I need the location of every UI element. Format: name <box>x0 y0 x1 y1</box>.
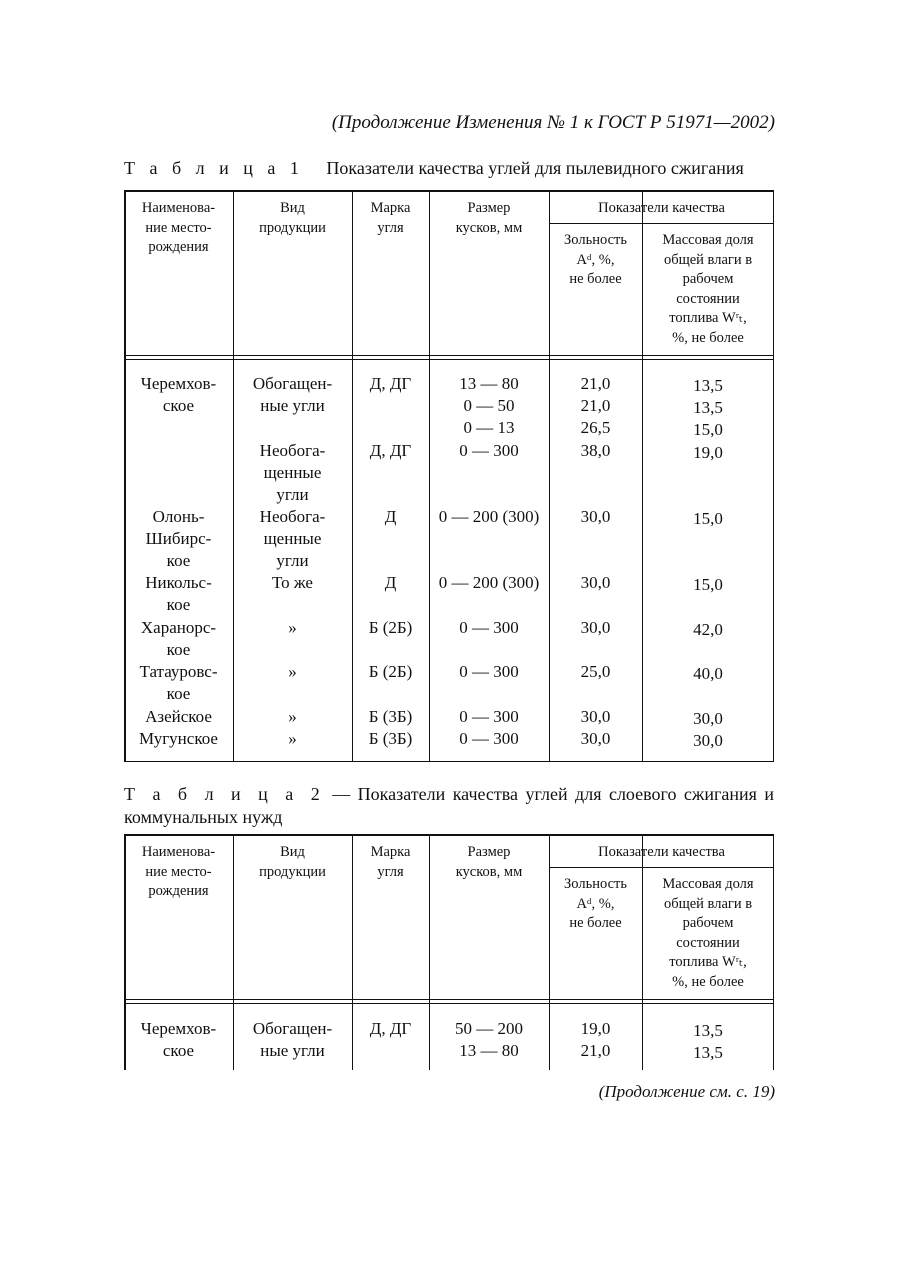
header-size-line: кусков, мм <box>455 863 523 880</box>
row-size-line: 0 — 300 <box>459 729 519 748</box>
row-deposit <box>124 373 233 417</box>
row-product <box>233 440 352 506</box>
row-moisture <box>642 375 774 441</box>
header-moisture-line: Массовая доля <box>662 232 754 248</box>
row-moisture <box>642 708 774 730</box>
row-deposit <box>124 506 233 572</box>
row-size-line: 0 — 200 (300) <box>438 507 540 526</box>
row-product-line: угли <box>276 551 309 570</box>
row-moisture <box>642 442 774 464</box>
row-size-line: 0 — 300 <box>459 618 519 637</box>
row-product <box>233 1018 352 1062</box>
row-ash-line: 30,0 <box>580 618 611 637</box>
row-grade: Д <box>384 573 397 592</box>
header-ash <box>549 875 642 934</box>
row-product <box>233 572 352 594</box>
row-deposit-line: Харанорс- <box>140 618 217 637</box>
header-grade <box>352 843 429 882</box>
row-ash <box>549 617 642 639</box>
header-ash-line: Aᵈ, %, <box>576 251 615 268</box>
row-deposit <box>124 661 233 705</box>
row-deposit <box>124 572 233 616</box>
row-moisture-line: 15,0 <box>693 509 723 528</box>
header-moisture-line: %, не более <box>672 973 744 990</box>
header-moisture-line: топлива Wʳₜ, <box>669 954 747 970</box>
row-product-line: щенные <box>263 529 322 548</box>
header-deposit-line: рождения <box>148 239 209 255</box>
row-moisture-line: 42,0 <box>693 620 723 639</box>
row-deposit-line: Никольс- <box>145 573 212 592</box>
row-deposit-line: Шибирс- <box>145 529 212 548</box>
row-size-line: 0 — 300 <box>459 707 519 726</box>
row-size-line: 0 — 50 <box>463 396 515 415</box>
row-ash <box>549 440 642 462</box>
header-ash-line: не более <box>569 915 622 931</box>
row-product-line: Необога- <box>259 507 326 526</box>
header-moisture <box>642 231 774 348</box>
row-deposit-line: Черемхов- <box>140 374 217 393</box>
row-product <box>233 661 352 683</box>
row-deposit-line: Олонь- <box>152 507 205 526</box>
row-moisture-line: 13,5 <box>693 1043 723 1062</box>
row-grade: Б (3Б) <box>368 729 413 748</box>
table1-caption <box>124 157 774 180</box>
header-grade-line: Марка <box>370 200 411 216</box>
header-product-line: Вид <box>280 200 305 216</box>
row-moisture <box>642 574 774 596</box>
row-grade: Б (2Б) <box>368 662 413 681</box>
row-product-line: То же <box>272 573 313 592</box>
row-moisture-line: 13,5 <box>693 1021 723 1040</box>
table2-caption-text: — Показатели качества углей для слоевого сжигания и коммунальных нужд <box>124 784 775 827</box>
row-ash <box>549 1018 642 1062</box>
row-size <box>429 373 549 439</box>
header-moisture-line: состоянии <box>676 934 740 951</box>
table-rule <box>124 359 774 360</box>
row-deposit-line: Азейское <box>145 707 212 726</box>
table-rule <box>124 834 774 836</box>
header-deposit-line: ние место- <box>145 863 212 880</box>
header-quality: Показатели качества <box>598 844 725 860</box>
row-ash-line: 30,0 <box>580 507 611 526</box>
header-moisture-line: %, не более <box>672 329 744 346</box>
row-deposit-line: кое <box>166 595 191 614</box>
row-grade: Б (3Б) <box>368 707 413 726</box>
row-grade: Д, ДГ <box>369 441 412 460</box>
row-size-line: 0 — 200 (300) <box>438 573 540 592</box>
table1-caption-label: Т а б л и ц а 1 <box>124 158 304 178</box>
row-size <box>429 1018 549 1062</box>
row-moisture <box>642 619 774 641</box>
table2-caption-label: Т а б л и ц а 2 <box>124 784 325 804</box>
row-product-line: угли <box>276 485 309 504</box>
header-deposit-line: Наименова- <box>141 200 216 216</box>
row-deposit-line: Черемхов- <box>140 1019 217 1038</box>
row-size <box>429 617 549 639</box>
row-moisture-line: 15,0 <box>693 420 723 439</box>
row-deposit-line: кое <box>166 684 191 703</box>
row-moisture <box>642 663 774 685</box>
row-deposit <box>124 728 233 750</box>
row-grade: Д <box>384 507 397 526</box>
header-size-line: Размер <box>467 200 511 216</box>
table-rule <box>549 867 774 868</box>
row-ash <box>549 728 642 750</box>
row-deposit-line: кое <box>166 551 191 570</box>
header-product-line: продукции <box>259 863 326 880</box>
row-moisture-line: 19,0 <box>693 443 723 462</box>
row-ash-line: 30,0 <box>580 573 611 592</box>
header-deposit-line: рождения <box>148 883 209 899</box>
header-moisture-line: топлива Wʳₜ, <box>669 310 747 326</box>
header-size <box>429 843 549 882</box>
table-rule <box>124 999 774 1000</box>
header-product <box>233 199 352 238</box>
row-deposit-line: Татауровс- <box>139 662 218 681</box>
table-rule <box>549 223 774 224</box>
row-product-line: » <box>288 729 297 748</box>
header-moisture-line: Массовая доля <box>662 876 754 892</box>
row-deposit-line: ское <box>162 396 195 415</box>
header-size-line: Размер <box>467 844 511 860</box>
row-moisture-line: 13,5 <box>693 398 723 417</box>
row-size <box>429 706 549 728</box>
row-product-line: щенные <box>263 463 322 482</box>
row-ash-line: 19,0 <box>580 1019 611 1038</box>
row-ash <box>549 373 642 439</box>
row-size <box>429 728 549 750</box>
row-ash-line: 26,5 <box>580 418 611 437</box>
row-product-line: ные угли <box>260 1041 325 1060</box>
header-grade <box>352 199 429 238</box>
table2-caption <box>124 783 774 829</box>
row-ash-line: 38,0 <box>580 441 611 460</box>
header-ash <box>549 231 642 290</box>
row-deposit <box>124 617 233 661</box>
row-grade: Д, ДГ <box>369 1019 412 1038</box>
table-rule <box>124 190 774 192</box>
header-product-line: Вид <box>280 844 305 860</box>
row-moisture-line: 30,0 <box>693 731 723 750</box>
header-ash-line: Зольность <box>564 876 627 892</box>
header-grade-line: угля <box>377 219 404 236</box>
row-product-line: » <box>288 662 297 681</box>
row-ash-line: 21,0 <box>580 396 611 415</box>
row-product-line: » <box>288 618 297 637</box>
row-ash-line: 30,0 <box>580 707 611 726</box>
header-moisture-line: общей влаги в <box>663 251 753 268</box>
row-moisture-line: 30,0 <box>693 709 723 728</box>
header-grade-line: угля <box>377 863 404 880</box>
row-product-line: Обогащен- <box>252 1019 333 1038</box>
row-ash-line: 30,0 <box>580 729 611 748</box>
header-ash-line: Aᵈ, %, <box>576 895 615 912</box>
header-product <box>233 843 352 882</box>
header-moisture <box>642 875 774 992</box>
row-ash-line: 25,0 <box>580 662 611 681</box>
row-size <box>429 661 549 683</box>
row-deposit-line: ское <box>162 1041 195 1060</box>
row-size <box>429 440 549 462</box>
table-rule <box>124 1003 774 1004</box>
header-ash-line: не более <box>569 271 622 287</box>
row-product-line: » <box>288 707 297 726</box>
row-moisture-line: 40,0 <box>693 664 723 683</box>
header-size-line: кусков, мм <box>455 219 523 236</box>
row-ash <box>549 506 642 528</box>
row-size <box>429 572 549 594</box>
row-moisture <box>642 1020 774 1064</box>
row-grade: Д, ДГ <box>369 374 412 393</box>
header-size <box>429 199 549 238</box>
header-moisture-line: рабочем <box>682 915 734 931</box>
table1 <box>124 190 774 762</box>
table-rule <box>124 355 774 356</box>
row-product-line: ные угли <box>260 396 325 415</box>
row-size-line: 0 — 13 <box>463 418 515 437</box>
row-size <box>429 506 549 528</box>
header-moisture-line: рабочем <box>682 271 734 287</box>
row-ash-line: 21,0 <box>580 1041 611 1060</box>
header-quality: Показатели качества <box>598 200 725 216</box>
row-moisture <box>642 508 774 530</box>
table2 <box>124 834 774 1070</box>
row-deposit <box>124 706 233 728</box>
continuation-header: (Продолжение Изменения № 1 к ГОСТ Р 51971—2002) <box>331 112 775 133</box>
row-moisture-line: 13,5 <box>693 376 723 395</box>
row-product-line: Необога- <box>259 441 326 460</box>
row-product <box>233 728 352 750</box>
row-ash <box>549 572 642 594</box>
row-size-line: 0 — 300 <box>459 441 519 460</box>
row-size-line: 0 — 300 <box>459 662 519 681</box>
row-ash <box>549 661 642 683</box>
header-deposit-line: Наименова- <box>141 844 216 860</box>
row-ash-line: 21,0 <box>580 374 611 393</box>
table-rule <box>124 761 774 763</box>
header-product-line: продукции <box>259 219 326 236</box>
header-ash-line: Зольность <box>564 232 627 248</box>
row-product <box>233 506 352 572</box>
row-product <box>233 706 352 728</box>
continuation-footer: (Продолжение см. с. 19) <box>598 1082 775 1101</box>
table1-caption-text: Показатели качества углей для пылевидного сжигания <box>326 158 744 178</box>
row-moisture-line: 15,0 <box>693 575 723 594</box>
row-product <box>233 373 352 417</box>
row-product-line: Обогащен- <box>252 374 333 393</box>
row-ash <box>549 706 642 728</box>
row-deposit-line: кое <box>166 640 191 659</box>
header-moisture-line: общей влаги в <box>663 895 753 912</box>
header-grade-line: Марка <box>370 844 411 860</box>
row-product <box>233 617 352 639</box>
row-grade: Б (2Б) <box>368 618 413 637</box>
row-size-line: 13 — 80 <box>459 374 519 393</box>
row-deposit <box>124 1018 233 1062</box>
header-deposit-line: ние место- <box>145 219 212 236</box>
row-size-line: 50 — 200 <box>455 1019 523 1038</box>
row-moisture <box>642 730 774 752</box>
header-moisture-line: состоянии <box>676 290 740 307</box>
row-deposit-line: Мугунское <box>139 729 218 748</box>
header-deposit <box>126 843 231 902</box>
header-deposit <box>126 199 231 258</box>
row-size-line: 13 — 80 <box>459 1041 519 1060</box>
